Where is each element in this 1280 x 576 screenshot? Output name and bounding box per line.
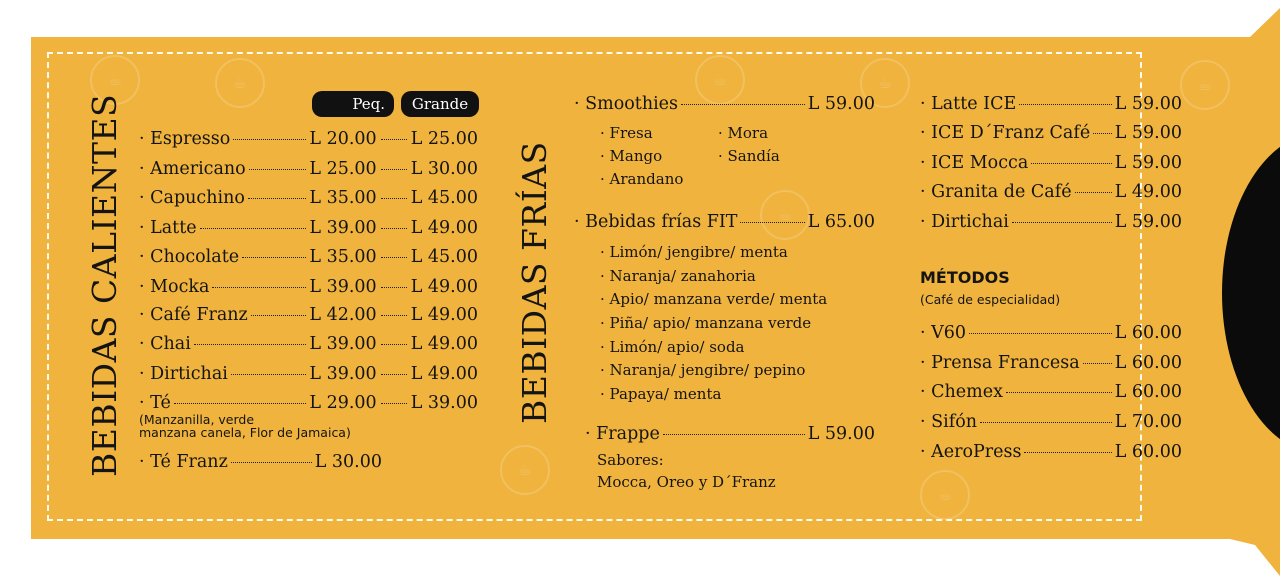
frappe-item: · Frappe L 59.00 xyxy=(585,424,875,444)
method-item: · V60 L 60.00 xyxy=(920,323,1182,343)
cold-drinks-title: BEBIDAS FRÍAS xyxy=(515,141,554,424)
hot-item: · Té L 29.00 L 39.00 xyxy=(139,393,478,413)
coffee-doodle-icon: ☕ xyxy=(860,58,910,108)
fit-option: · Limón/ apio/ soda xyxy=(600,338,745,356)
small-size-header: Peq. xyxy=(312,91,394,117)
iced-item: · Dirtichai L 59.00 xyxy=(920,212,1182,232)
hot-item: · Mocka L 39.00 L 49.00 xyxy=(139,277,478,297)
coffee-doodle-icon: ☕ xyxy=(920,470,970,520)
fit-option: · Apio/ manzana verde/ menta xyxy=(600,290,828,308)
smoothie-flavor: · Mora xyxy=(718,124,769,142)
hot-item: · Latte L 39.00 L 49.00 xyxy=(139,218,478,238)
tea-note: (Manzanilla, verde xyxy=(139,412,255,427)
method-item: · AeroPress L 60.00 xyxy=(920,442,1182,462)
iced-item: · ICE D´Franz Café L 59.00 xyxy=(920,123,1182,143)
hot-item: · Chocolate L 35.00 L 45.00 xyxy=(139,247,478,267)
fit-option: · Limón/ jengibre/ menta xyxy=(600,243,788,261)
smoothie-flavor: · Sandía xyxy=(718,147,780,165)
hot-item: · Capuchino L 35.00 L 45.00 xyxy=(139,188,478,208)
hot-item-te-franz: · Té Franz L 30.00 xyxy=(139,452,382,472)
coffee-doodle-icon: ☕ xyxy=(760,190,810,240)
coffee-doodle-icon: ☕ xyxy=(215,58,265,108)
smoothie-flavor: · Arandano xyxy=(600,170,684,188)
fit-drinks-item: · Bebidas frías FIT L 65.00 xyxy=(574,212,875,232)
hot-drinks-title: BEBIDAS CALIENTES xyxy=(85,93,124,477)
coffee-doodle-icon: ☕ xyxy=(500,445,550,495)
method-item: · Prensa Francesa L 60.00 xyxy=(920,353,1182,373)
frappe-flavors-label: Sabores: xyxy=(597,451,664,469)
hot-item: · Café Franz L 42.00 L 49.00 xyxy=(139,305,478,325)
iced-item: · ICE Mocca L 59.00 xyxy=(920,153,1182,173)
frappe-flavors: Mocca, Oreo y D´Franz xyxy=(597,473,776,491)
fit-option: · Naranja/ jengibre/ pepino xyxy=(600,361,806,379)
iced-item: · Latte ICE L 59.00 xyxy=(920,94,1182,114)
method-item: · Chemex L 60.00 xyxy=(920,382,1182,402)
coffee-doodle-icon: ☕ xyxy=(695,55,745,105)
large-size-header: Grande xyxy=(401,91,479,117)
fit-option: · Papaya/ menta xyxy=(600,385,722,403)
smoothie-flavor: · Fresa xyxy=(600,124,653,142)
methods-title: MÉTODOS xyxy=(920,268,1010,287)
method-item: · Sifón L 70.00 xyxy=(920,412,1182,432)
iced-item: · Granita de Café L 49.00 xyxy=(920,182,1182,202)
hot-item: · Dirtichai L 39.00 L 49.00 xyxy=(139,364,478,384)
coffee-doodle-icon: ☕ xyxy=(90,55,140,105)
hot-item: · Chai L 39.00 L 49.00 xyxy=(139,334,478,354)
hot-item: · Americano L 25.00 L 30.00 xyxy=(139,159,478,179)
smoothie-flavor: · Mango xyxy=(600,147,663,165)
smoothies-item: · Smoothies L 59.00 xyxy=(574,94,875,114)
coffee-doodle-icon: ☕ xyxy=(1180,60,1230,110)
fit-option: · Naranja/ zanahoria xyxy=(600,267,756,285)
fit-option: · Piña/ apio/ manzana verde xyxy=(600,314,812,332)
methods-subtitle: (Café de especialidad) xyxy=(920,292,1061,307)
tea-note: manzana canela, Flor de Jamaica) xyxy=(139,425,351,440)
hot-item: · Espresso L 20.00 L 25.00 xyxy=(139,129,478,149)
